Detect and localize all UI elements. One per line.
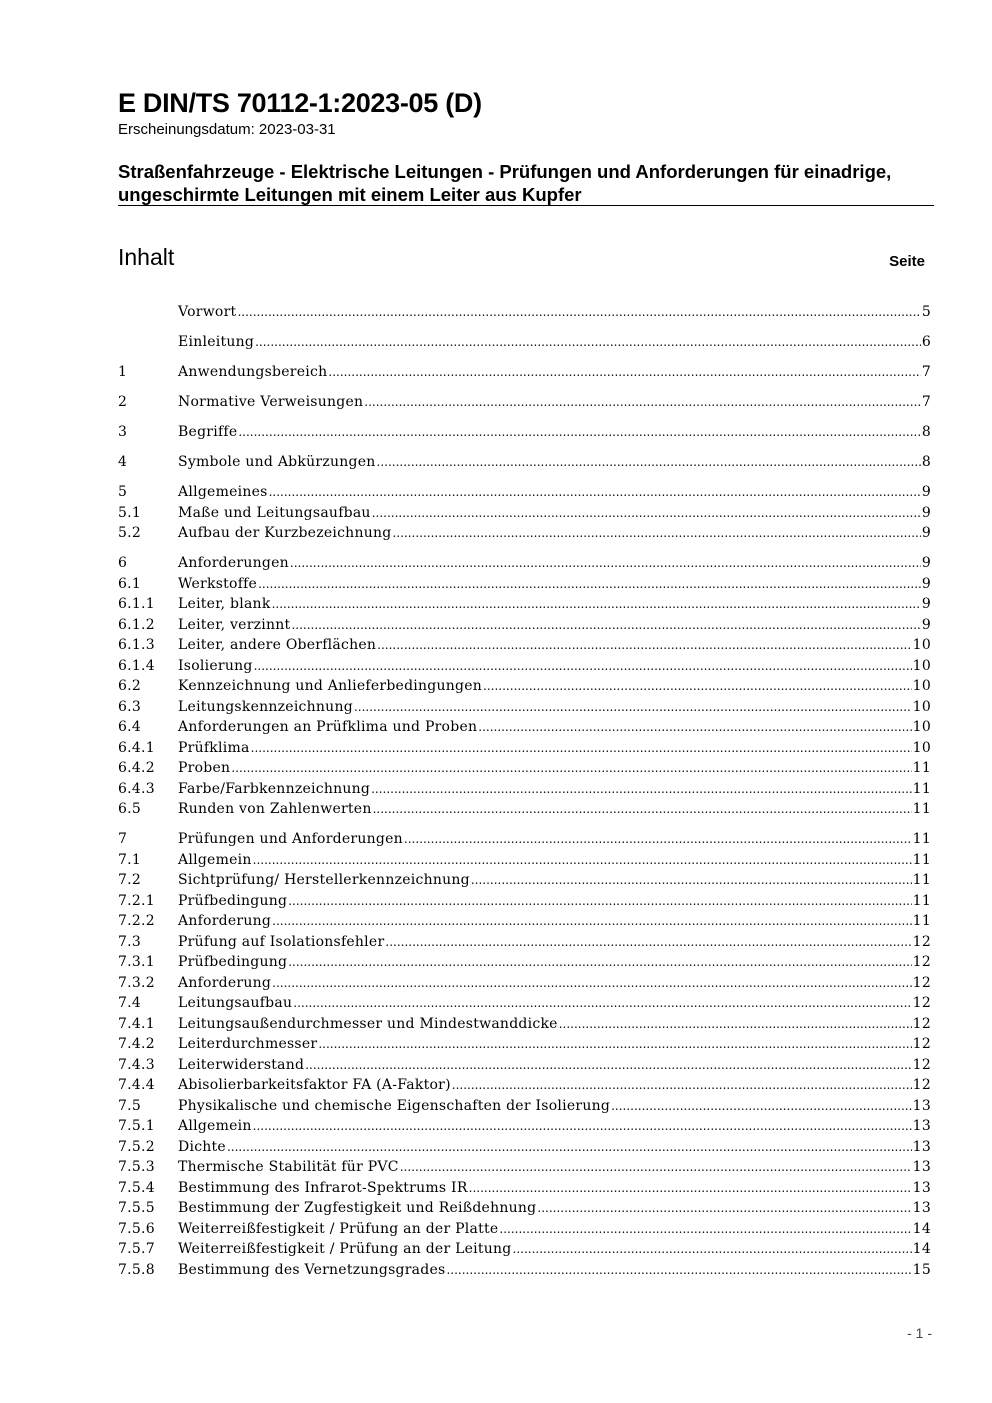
toc-entry-page: 12	[912, 1036, 931, 1052]
toc-entry-page: 10	[912, 637, 931, 653]
toc-entry-number: 7.2	[118, 872, 142, 888]
toc-dot-leader	[373, 799, 912, 820]
toc-entry-page: 6	[921, 334, 931, 350]
toc-entry-number: 6.4	[118, 719, 142, 735]
document-title: Straßenfahrzeuge - Elektrische Leitungen - Prüfungen und Anforderungen für einadrige, ungeschirmte Leitungen mit einem Leiter aus Kupfer	[118, 161, 892, 205]
toc-entry-page: 13	[912, 1097, 931, 1114]
toc-entry[interactable]	[118, 1260, 931, 1281]
toc-entry-title: Farbe/Farbkennzeichnung	[178, 780, 371, 797]
toc-entry-number: 6.1.2	[118, 616, 155, 633]
toc-dot-leader	[288, 952, 911, 973]
toc-entry-number: 7.3	[118, 933, 142, 950]
toc-entry[interactable]	[118, 1239, 931, 1260]
toc-entry[interactable]	[118, 332, 931, 353]
toc-entry[interactable]	[118, 553, 931, 574]
toc-entry-number: 6.4.1	[118, 739, 155, 756]
toc-entry-page: 11	[912, 801, 931, 817]
toc-dot-leader	[253, 850, 912, 871]
toc-entry-number: 7.5.5	[118, 1200, 155, 1216]
toc-entry-title: Physikalische und chemische Eigenschaften der Isolierung	[178, 1097, 611, 1114]
toc-entry-title: Prüfbedingung	[178, 892, 288, 909]
toc-dot-leader	[372, 503, 921, 524]
toc-entry-title: Leiter, verzinnt	[178, 616, 291, 633]
toc-entry[interactable]	[118, 392, 931, 413]
toc-dot-leader	[377, 635, 912, 656]
toc-entry-number: 7.5.6	[118, 1220, 155, 1237]
toc-entry[interactable]	[118, 738, 931, 759]
toc-entry-page: 12	[912, 933, 931, 950]
toc-entry-number: 7	[118, 831, 128, 847]
publication-date: Erscheinungsdatum: 2023-03-31	[118, 121, 336, 138]
toc-entry[interactable]	[118, 1116, 931, 1137]
toc-entry-title: Proben	[178, 760, 231, 776]
toc-entry-title: Leitungsaußendurchmesser und Mindestwanddicke	[178, 1015, 558, 1032]
toc-entry-page: 11	[912, 831, 931, 847]
toc-entry-number: 6.4.2	[118, 760, 155, 776]
toc-entry-title: Vorwort	[178, 304, 237, 320]
toc-entry[interactable]	[118, 717, 931, 738]
toc-dot-leader	[499, 1219, 911, 1240]
toc-entry-title: Kennzeichnung und Anlieferbedingungen	[178, 678, 483, 694]
toc-entry-page: 11	[912, 780, 931, 797]
toc-entry-page: 8	[921, 424, 931, 440]
toc-entry[interactable]	[118, 1075, 931, 1096]
toc-entry-number: 6.1.3	[118, 637, 155, 653]
toc-entry-title: Prüfklima	[178, 739, 250, 756]
toc-entry[interactable]	[118, 758, 931, 779]
toc-entry-number: 7.4.3	[118, 1056, 155, 1073]
toc-entry[interactable]	[118, 503, 931, 524]
toc-entry-page: 10	[912, 719, 931, 735]
toc-entry-page: 9	[921, 575, 931, 592]
toc-entry-page: 13	[912, 1118, 931, 1134]
toc-entry-title: Allgemeines	[178, 484, 268, 500]
toc-entry-title: Sichtprüfung/ Herstellerkennzeichnung	[178, 872, 470, 888]
toc-dot-leader	[537, 1198, 911, 1219]
toc-dot-leader	[452, 1075, 912, 1096]
toc-entry-number: 7.4.1	[118, 1015, 155, 1032]
toc-entry[interactable]	[118, 452, 931, 473]
toc-dot-leader	[272, 911, 912, 932]
toc-entry-number: 6.4.3	[118, 780, 155, 797]
toc-entry-title: Leitungsaufbau	[178, 995, 293, 1011]
toc-entry-page: 5	[921, 304, 931, 320]
toc-entry-page: 13	[912, 1200, 931, 1216]
toc-entry-number: 6	[118, 555, 128, 571]
toc-entry-page: 11	[912, 760, 931, 776]
toc-dot-leader	[255, 332, 921, 353]
toc-entry-page: 14	[912, 1241, 931, 1257]
toc-dot-leader	[371, 779, 912, 800]
toc-dot-leader	[288, 891, 911, 912]
toc-entry[interactable]	[118, 973, 931, 994]
toc-entry[interactable]	[118, 656, 931, 677]
toc-entry-title: Prüfung auf Isolationsfehler	[178, 933, 385, 950]
title-divider	[118, 205, 934, 206]
toc-entry-title: Weiterreißfestigkeit / Prüfung an der Leitung	[178, 1241, 512, 1257]
toc-dot-leader	[291, 615, 920, 636]
toc-entry-title: Leiter, blank	[178, 596, 271, 612]
toc-dot-leader	[269, 482, 921, 503]
toc-entry[interactable]	[118, 302, 931, 323]
toc-entry-page: 13	[912, 1159, 931, 1175]
toc-entry-number: 7.5.7	[118, 1241, 155, 1257]
toc-dot-leader	[483, 676, 912, 697]
toc-entry-number: 4	[118, 454, 128, 470]
toc-entry-number: 5	[118, 484, 128, 500]
toc-entry-page: 12	[912, 954, 931, 970]
toc-dot-leader	[559, 1014, 912, 1035]
toc-entry-title: Weiterreißfestigkeit / Prüfung an der Platte	[178, 1220, 499, 1237]
toc-entry[interactable]	[118, 891, 931, 912]
toc-entry-title: Normative Verweisungen	[178, 394, 364, 410]
document-id: E DIN/TS 70112-1:2023-05 (D)	[118, 88, 482, 118]
toc-entry-title: Prüfungen und Anforderungen	[178, 831, 403, 847]
toc-entry-title: Leitungskennzeichnung	[178, 698, 353, 715]
toc-entry-title: Leiterwiderstand	[178, 1056, 305, 1073]
toc-entry[interactable]	[118, 615, 931, 636]
toc-dot-leader	[227, 1137, 912, 1158]
toc-entry-page: 10	[912, 657, 931, 674]
toc-dot-leader	[478, 717, 911, 738]
toc-entry[interactable]	[118, 1157, 931, 1178]
toc-dot-leader	[272, 973, 912, 994]
toc-entry-number: 6.2	[118, 678, 142, 694]
toc-entry[interactable]	[118, 422, 931, 443]
toc-entry-number: 7.3.1	[118, 954, 155, 970]
toc-entry-number: 7.4	[118, 995, 142, 1011]
toc-entry[interactable]	[118, 1014, 931, 1035]
toc-entry-title: Leiter, andere Oberflächen	[178, 637, 377, 653]
toc-entry-number: 7.1	[118, 851, 142, 868]
toc-dot-leader	[392, 523, 920, 544]
toc-entry-number: 5.2	[118, 525, 142, 541]
toc-dot-leader	[231, 758, 911, 779]
toc-entry-title: Prüfbedingung	[178, 954, 288, 970]
toc-entry-title: Allgemein	[178, 1118, 252, 1134]
toc-entry-page: 8	[921, 454, 931, 470]
toc-entry-page: 11	[912, 892, 931, 909]
toc-entry-title: Allgemein	[178, 851, 252, 868]
toc-entry-page: 11	[912, 851, 931, 868]
toc-entry-number: 3	[118, 424, 128, 440]
toc-entry[interactable]	[118, 1178, 931, 1199]
toc-entry-title: Anforderung	[178, 974, 272, 991]
toc-entry-title: Dichte	[178, 1138, 226, 1155]
toc-entry[interactable]	[118, 676, 931, 697]
toc-dot-leader	[290, 553, 921, 574]
toc-entry-page: 11	[912, 872, 931, 888]
toc-dot-leader	[354, 697, 912, 718]
toc-dot-leader	[469, 1178, 912, 1199]
toc-entry-page: 14	[912, 1220, 931, 1237]
toc-dot-leader	[377, 452, 921, 473]
toc-entry-number: 6.1.1	[118, 596, 155, 612]
toc-entry[interactable]	[118, 799, 931, 820]
toc-entry-title: Bestimmung der Zugfestigkeit und Reißdehnung	[178, 1200, 537, 1216]
toc-entry-title: Anforderungen an Prüfklima und Proben	[178, 719, 478, 735]
toc-entry[interactable]	[118, 635, 931, 656]
toc-entry-page: 10	[912, 739, 931, 756]
toc-entry-number: 7.5.1	[118, 1118, 155, 1134]
toc-heading: Inhalt	[118, 244, 175, 270]
toc-entry-page: 13	[912, 1179, 931, 1196]
toc-entry-number: 7.5	[118, 1097, 142, 1114]
toc-entry-number: 5.1	[118, 504, 142, 521]
toc-dot-leader	[293, 993, 911, 1014]
toc-dot-leader	[318, 1034, 911, 1055]
toc-entry-page: 9	[921, 596, 931, 612]
toc-entry[interactable]	[118, 1198, 931, 1219]
toc-dot-leader	[364, 392, 921, 413]
toc-entry-number: 7.5.2	[118, 1138, 155, 1155]
toc-entry[interactable]	[118, 574, 931, 595]
toc-entry-number: 1	[118, 364, 128, 380]
toc-entry[interactable]	[118, 932, 931, 953]
toc-entry[interactable]	[118, 1219, 931, 1240]
toc-entry-page: 12	[912, 1077, 931, 1093]
page-number: - 1 -	[907, 1325, 932, 1341]
toc-dot-leader	[446, 1260, 911, 1281]
toc-dot-leader	[253, 1116, 912, 1137]
toc-entry[interactable]	[118, 779, 931, 800]
toc-entry-page: 9	[921, 616, 931, 633]
toc-entry-page: 10	[912, 678, 931, 694]
toc-entry-title: Bestimmung des Vernetzungsgrades	[178, 1261, 446, 1278]
toc-entry-number: 7.4.2	[118, 1036, 155, 1052]
toc-entry-title: Anforderung	[178, 913, 272, 929]
toc-entry-number: 6.3	[118, 698, 142, 715]
toc-entry-page: 7	[921, 394, 931, 410]
toc-dot-leader	[237, 302, 920, 323]
toc-dot-leader	[258, 574, 921, 595]
toc-entry-page: 9	[921, 504, 931, 521]
toc-entry-page: 13	[912, 1138, 931, 1155]
toc-entry-page: 9	[921, 484, 931, 500]
toc-dot-leader	[400, 1157, 912, 1178]
toc-entry-page: 12	[912, 974, 931, 991]
toc-entry-number: 7.5.4	[118, 1179, 155, 1196]
toc-entry[interactable]	[118, 697, 931, 718]
toc-entry-page: 12	[912, 995, 931, 1011]
toc-entry-title: Runden von Zahlenwerten	[178, 801, 372, 817]
toc-entry-page: 9	[921, 525, 931, 541]
toc-entry-number: 7.2.2	[118, 913, 155, 929]
toc-entry-number: 2	[118, 394, 128, 410]
page-column-label: Seite	[889, 253, 925, 270]
toc-entry-number: 6.1.4	[118, 657, 155, 674]
toc-entry-page: 11	[912, 913, 931, 929]
toc-dot-leader	[513, 1239, 912, 1260]
toc-entry[interactable]	[118, 594, 931, 615]
toc-entry-title: Aufbau der Kurzbezeichnung	[178, 525, 392, 541]
toc-dot-leader	[404, 829, 912, 850]
toc-entry[interactable]	[118, 1096, 931, 1117]
toc-dot-leader	[328, 362, 920, 383]
toc-entry-page: 12	[912, 1056, 931, 1073]
toc-entry-page: 15	[912, 1261, 931, 1278]
toc-entry[interactable]	[118, 829, 931, 850]
toc-entry[interactable]	[118, 870, 931, 891]
toc-entry-number: 7.2.1	[118, 892, 155, 909]
toc-entry-page: 9	[921, 555, 931, 571]
toc-dot-leader	[305, 1055, 911, 1076]
toc-entry-number: 7.4.4	[118, 1077, 155, 1093]
toc-entry-title: Werkstoffe	[178, 575, 258, 592]
toc-entry-title: Isolierung	[178, 657, 253, 674]
toc-entry[interactable]	[118, 1034, 931, 1055]
toc-entry-title: Bestimmung des Infrarot-Spektrums IR	[178, 1179, 468, 1196]
toc-entry-title: Anforderungen	[178, 555, 289, 571]
toc-entry-title: Begriffe	[178, 424, 238, 440]
toc-entry[interactable]	[118, 993, 931, 1014]
toc-entry-title: Thermische Stabilität für PVC	[178, 1159, 399, 1175]
toc-entry-title: Abisolierbarkeitsfaktor FA (A-Faktor)	[178, 1077, 451, 1093]
toc-entry[interactable]	[118, 952, 931, 973]
toc-dot-leader	[272, 594, 921, 615]
toc-entry-number: 7.5.3	[118, 1159, 155, 1175]
toc-entry-title: Anwendungsbereich	[178, 364, 328, 380]
toc-entry-number: 7.5.8	[118, 1261, 155, 1278]
toc-dot-leader	[254, 656, 912, 677]
toc-dot-leader	[251, 738, 912, 759]
toc-entry-title: Einleitung	[178, 334, 255, 350]
toc-entry[interactable]	[118, 850, 931, 871]
toc-entry[interactable]	[118, 1137, 931, 1158]
toc-dot-leader	[611, 1096, 912, 1117]
toc-dot-leader	[385, 932, 911, 953]
toc-entry-number: 6.5	[118, 801, 142, 817]
toc-entry[interactable]	[118, 1055, 931, 1076]
toc-dot-leader	[471, 870, 912, 891]
toc-entry-number: 7.3.2	[118, 974, 155, 991]
toc-entry-page: 10	[912, 698, 931, 715]
toc-entry-page: 12	[912, 1015, 931, 1032]
toc-entry[interactable]	[118, 911, 931, 932]
table-of-contents	[118, 302, 931, 1280]
toc-entry-number: 6.1	[118, 575, 142, 592]
toc-dot-leader	[238, 422, 920, 443]
toc-entry-title: Leiterdurchmesser	[178, 1036, 318, 1052]
toc-entry-title: Maße und Leitungsaufbau	[178, 504, 371, 521]
toc-entry-page: 7	[921, 364, 931, 380]
toc-entry[interactable]	[118, 523, 931, 544]
toc-entry-title: Symbole und Abkürzungen	[178, 454, 376, 470]
toc-entry[interactable]	[118, 482, 931, 503]
toc-entry[interactable]	[118, 362, 931, 383]
